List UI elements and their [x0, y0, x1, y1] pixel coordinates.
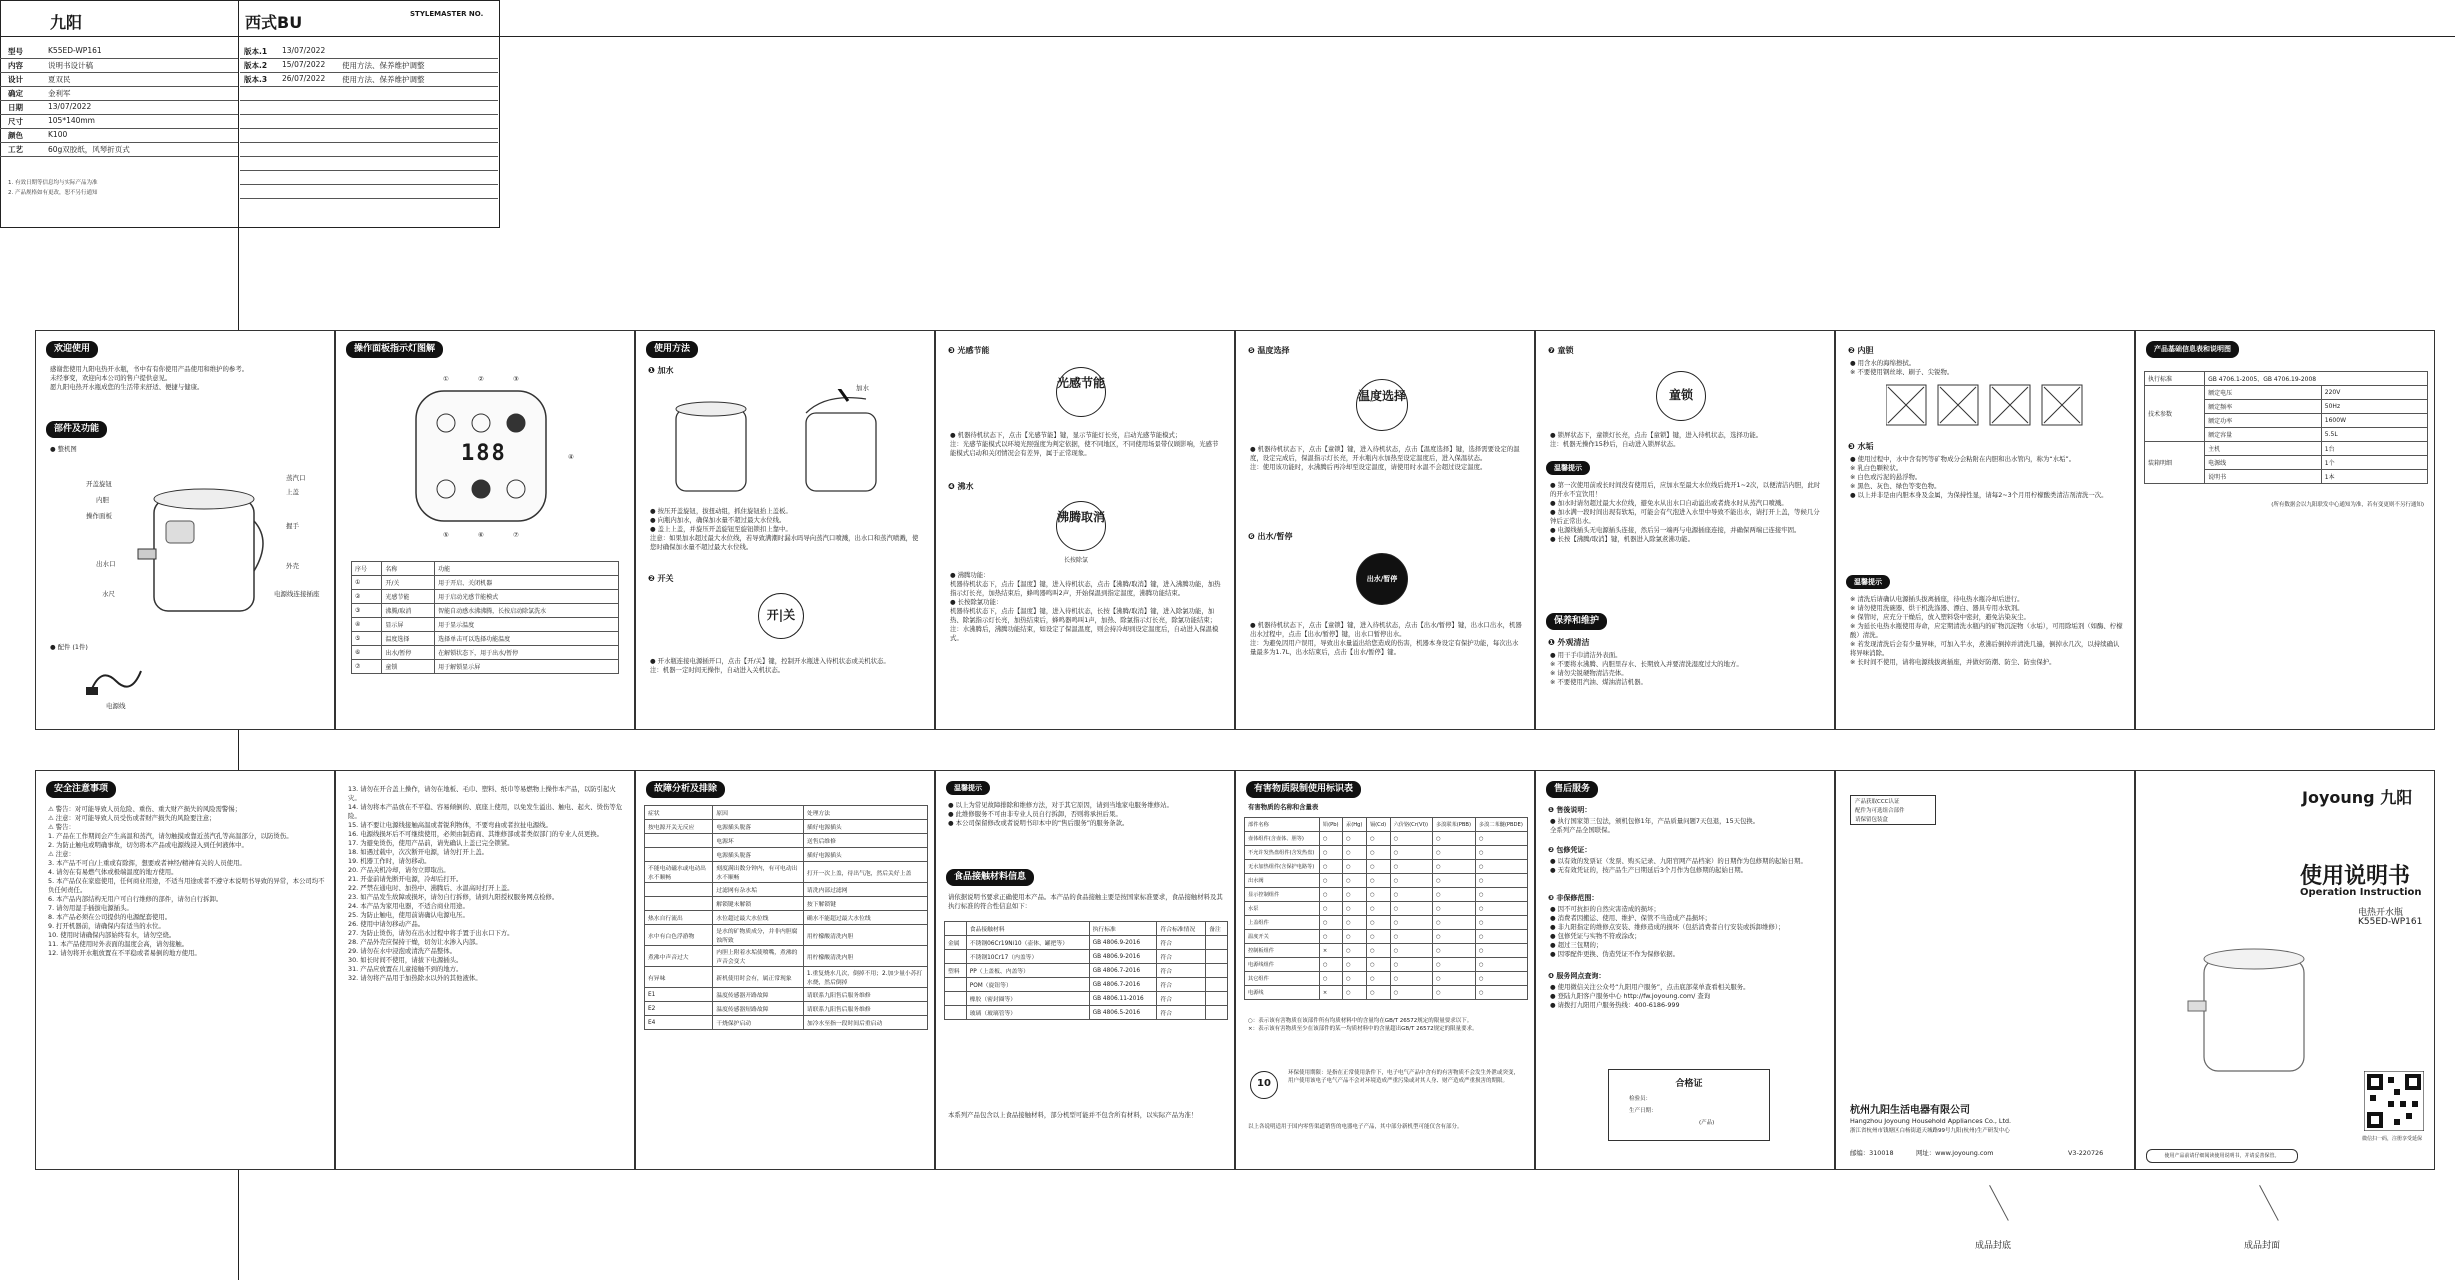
table-row: 说明书 1本 — [2145, 470, 2428, 484]
care-text: ● 用干手巾清洁外表面。 ※ 不要将水沸腾、内胆里存水、长期放入并要清洗湿度过大的地方。 ※ 请勿尖锐硬物清洁壳体。 ※ 不要使用汽油、煤油清洁机器。 — [1550, 651, 1743, 686]
eco-period-icon: 10 — [1250, 1071, 1278, 1099]
spec-blank-line — [240, 198, 498, 199]
table-row: 过滤网有杂水垢 请洗内部过滤网 — [645, 883, 928, 897]
spec-blank-line — [240, 114, 498, 115]
company-web: 网址：www.joyoung.com — [1916, 1149, 1994, 1157]
spec-blank-line — [240, 156, 498, 157]
part-label: 操作面板 — [86, 512, 112, 520]
panel-safety-continued — [335, 770, 635, 1170]
section-title: 有害物质限制使用标识表 — [1246, 781, 1361, 798]
certificate-field: 检验员： — [1629, 1096, 1652, 1102]
inner-text: ● 用含水的海绵擦拭。 — [1850, 359, 1916, 367]
panel-hazardous-substances — [1235, 770, 1535, 1170]
warm-tips-text: ● 以上为常见故障排除和维修方法，对于其它原因，请到当地家电服务维修站。 ● 此维修服务不可由非专业人员自行拆卸，否则将承担后果。 ● 本公司保留修改或者说明书印本中的“售后服务”的服务条款。 — [948, 801, 1173, 827]
table-row: 电源坏 送售后维修 — [645, 834, 928, 848]
product-info-table — [2144, 371, 2428, 484]
table-row: 额定频率 50Hz — [2145, 400, 2428, 414]
step-title: ❸ 水垢 — [1848, 442, 1874, 451]
step-title: ❷ 包修凭证： — [1548, 846, 1592, 854]
table-row: ④ 显示屏 用于显示温度 — [352, 618, 619, 632]
table-row: E2 温度传感器短路故障 请联系九阳售后服务维修 — [645, 1002, 928, 1016]
section-title: 产品基础信息表和说明图 — [2146, 341, 2239, 358]
spec-note: 1. 有效日期等信息均与实际产品为准 — [8, 180, 98, 186]
eco-period-text: 环保使用期限：是指在正常使用条件下，电子电气产品中含有的有害物质不会发生外泄或突变，用户使用该电子电气产品不会对环境造成严重污染或对其人身、财产造成严重损害的期限。 — [1288, 1070, 1520, 1084]
boil-cancel-icon: 沸腾取消 — [1056, 501, 1106, 551]
section-title: 温馨提示 — [1846, 575, 1890, 589]
panel-usage — [635, 330, 935, 730]
material-table — [944, 921, 1228, 1020]
company-zip: 邮编：310018 — [1850, 1149, 1894, 1157]
section-title: 保养和维护 — [1546, 613, 1607, 630]
table-row: 无水加热组件(含保护电路等) ○ ○ ○ ○ ○ ○ — [1245, 860, 1528, 874]
material-footnote: 本系列产品包含以上食品接触材料，部分机型可能并不包含所有材料，以实际产品为准！ — [948, 1111, 1198, 1119]
power-button-icon: 开|关 — [758, 593, 804, 639]
light-sense-text: ● 机器待机状态下，点击【光感节能】键，显示节能灯长亮，启动光感节能模式； 注：光感节能模式以环境光照强度为判定依据，使不同地区，不同使用场景带仅顾影响，光感节能模式启动和关闭情况会有差异，属于正常现象。 — [950, 431, 1219, 457]
section-title: 食品接触材料信息 — [946, 869, 1034, 886]
table-row: 不能电动磁水或电动出水不顺畅 刻度满出数分钟内，有可电动出水不顺畅 打开一次上盖，待出气泡，然后关好上盖 — [645, 862, 928, 883]
table-row: ⑤ 温度选择 选择单击可以选择功能温度 — [352, 632, 619, 646]
step-title: ❶ 售後说明： — [1548, 806, 1592, 814]
panel-back-cover — [1835, 770, 2135, 1170]
product-info-footnote: (所有数据会以九阳联发中心通知为准，若有变更则不另行通知) — [2271, 502, 2424, 508]
safety-text: ⚠ 警告：对可能导致人员危险、重伤、重大财产损失的风险需警惕； ⚠ 注意：对可能导致人员受伤或者财产损失的风险要注意； ⚠ 警告： 1. 产品在工作期间会产生高温和蒸汽，请勿触摸或靠近蒸汽孔等高温部分，以防烫伤。 2. 为防止触电或明确事故，切勿将本产品或电源线浸入到任何液体中。 ⚠ 注意： 3. 本产品不可自/上重或有除挥，想要或者神经/精神有关的人员使用。 4. 请勿在有易燃气体或极端温度的地方使用。 5. 本产品仅在家庭使用，任何商业用途，不适当用途或者不遵守本说明书导致的异常，本公司均不负任何责任。 6. 本产品内部结构无用户可自行维修的部件，请勿自行拆卸。 7. 请勿用湿手插拔电源插头。 8. 本产品必须在公司提供的电源配套使用。 9. 打开机器前，请确保内有适当的水位。 10. 使用时请确保内部始终有水，请勿空烧。 11. 本产品使用时外表面的温度会高，请勿接触。 12. 请勿将开水瓶放置在不平稳或者易倒的地方使用。 — [48, 805, 325, 957]
panel-light-sense — [935, 330, 1235, 730]
panel-troubleshooting — [635, 770, 935, 1170]
child-lock-text: ● 锁屏状态下，童锁灯长亮，点击【童锁】键，进入待机状态，选择功能。 注：机器无操作15秒后，自动进入锁屏状态。 — [1550, 431, 1763, 448]
product-name: 电热开水瓶 — [2358, 908, 2404, 918]
table-row: 壶体组件(含壶体、胆等) ○ ○ ○ ○ ○ ○ — [1245, 832, 1528, 846]
hazard-notes: ○：表示该有害物质在该部件所有均质材料中的含量均在GB/T 26572规定的限量要求以下。 ×：表示该有害物质至少在该部件的某一均质材料中的含量超出GB/T 26572规定的限量要求。 — [1248, 1018, 1478, 1032]
light-sense-icon: 光感节能 — [1056, 367, 1106, 417]
callout: ④ — [568, 453, 574, 461]
table-header: 部件名称 铅(Pb) 汞(Hg) 镉(Cd) 六价铬(Cr(VI)) 多溴联苯(PBB) 多溴二苯醚(PBDE) — [1245, 818, 1528, 832]
step-title: ❹ 沸水 — [948, 482, 974, 491]
section-title: 售后服务 — [1546, 781, 1598, 798]
cord-label: 电源线 — [106, 702, 126, 710]
step-title: ❷ 内胆 — [1848, 346, 1874, 355]
kettle-cover-drawing — [2186, 931, 2316, 1081]
callout: ⑦ — [513, 531, 519, 539]
step-title: ❼ 童锁 — [1548, 346, 1574, 355]
company-name-en: Hangzhou Joyoung Household Appliances Co., Ltd. — [1850, 1117, 2012, 1125]
table-row: 上盖组件 ○ ○ ○ ○ ○ ○ — [1245, 916, 1528, 930]
step-title: ❷ 开关 — [648, 574, 674, 583]
section-title: 故障分析及排除 — [646, 781, 725, 798]
spec-style: 西式BU — [245, 13, 303, 32]
temperature-text: ● 机器待机状态下，点击【童锁】键，进入待机状态，点击【温度选择】键，选择需要设定的温度，设定完成后，保温指示灯长亮，开水瓶内水加热至设定温度后，进入保温状态。 注：使用该功能时，水沸腾后再冷却至设定温度，请使用时水温不会超过设定温度。 — [1250, 445, 1520, 471]
table-row: 玻璃（玻璃管等） GB 4806.5-2016 符合 — [945, 1006, 1228, 1020]
table-row: 塑料 PP（上盖板、内盖等） GB 4806.7-2016 符合 — [945, 964, 1228, 978]
table-row: 金属 不锈钢06Cr19Ni10（壶体、罐把等） GB 4806.9-2016 符合 — [945, 936, 1228, 950]
fill-instructions: ● 按压开盖旋钮，拔扭动组，抓住旋钮抬上盖板。 ● 向瓶内加水，确保加水量不超过最大水位线。 ● 盖上上盖，并旋压开盖旋钮至旋钮锁扣上靠中。 注意：如果加水超过最大水位线，若导致满潮时漏水吗导向蒸汽口喷溅，出水口和蒸汽喷溅，使您时确保加水量不超过最大水位线。 — [650, 507, 919, 551]
table-row: ① 开/关 用于开启、关闭机器 — [352, 576, 619, 590]
company-address: 浙江省杭州市钱塘区白杨街道天城路99号九阳(杭州)生产研发中心 — [1850, 1128, 2010, 1134]
power-cord-drawing — [86, 661, 146, 701]
spec-blank-line — [240, 184, 498, 185]
table-row: 技术参数 额定电压 220V — [2145, 386, 2428, 400]
spec-divider — [0, 36, 2455, 37]
display-digits: 188 — [461, 441, 507, 466]
table-row: ③ 沸腾/取消 智能自动感水沸沸腾，长按启动除氯洗水 — [352, 604, 619, 618]
troubleshooting-table — [644, 805, 928, 1030]
table-row: 水泵 ○ ○ ○ ○ ○ ○ — [1245, 902, 1528, 916]
table-row: ⑥ 出水/暂停 在解锁状态下，用于出水/暂停 — [352, 646, 619, 660]
table-row: POM（旋钮等） GB 4806.7-2016 符合 — [945, 978, 1228, 992]
version-row: 版本.2 15/07/2022 使用方法、保养维护调整 — [240, 58, 498, 73]
spec-row: 颜色 K100 — [0, 128, 238, 143]
main-unit-label: ● 整机图 — [50, 445, 77, 453]
step-title: ❺ 温度选择 — [1248, 346, 1290, 355]
spec-row: 内容 说明书设计稿 — [0, 58, 238, 73]
section-title: 温馨提示 — [1546, 461, 1590, 475]
ccc-note-box: 产品获取CCC认证 配件为可选组合部件 请保留包装盒 — [1850, 795, 1936, 825]
spec-stylemaster: STYLEMASTER NO. — [410, 10, 484, 18]
certificate-title: 合格证 — [1675, 1079, 1703, 1089]
table-row: 煮沸中声音过大 内胆上附着水垢使喷嘴，煮沸的声音会变大 用柠檬酸清洗内胆 — [645, 946, 928, 967]
hazard-table — [1244, 817, 1528, 1000]
fill-label: 加水 — [856, 384, 869, 392]
qualification-certificate — [1608, 1069, 1770, 1141]
table-header: 症状 原因 处理方法 — [645, 806, 928, 820]
part-label: 开盖旋钮 — [86, 480, 112, 488]
version-row: 版本.1 13/07/2022 — [240, 44, 498, 59]
panel-temperature — [1235, 330, 1535, 730]
qr-label: 微信扫一码，注册享受延保 — [2362, 1136, 2423, 1142]
spec-row: 尺寸 105*140mm — [0, 114, 238, 129]
callout: ① — [443, 375, 449, 383]
panel-food-contact — [935, 770, 1235, 1170]
boil-sub-label: 长按除氯 — [1064, 557, 1089, 564]
hazard-subtitle: 有害物质的名称和含量表 — [1248, 803, 1319, 811]
table-row: 不允许发热盘组件(含发热盘) ○ ○ ○ ○ ○ ○ — [1245, 846, 1528, 860]
table-header: 序号 名称 功能 — [352, 562, 619, 576]
material-intro: 请依据说明书要求正确使用本产品。本产品的食品接触主要是按国家标准要求，食品接触材料及其执行标准的符合性信息如下： — [948, 893, 1223, 910]
spec-blank-line — [240, 100, 498, 101]
service-text: ● 因不可抗拒的自然灾害造成的损坏； ● 消费者因搬运、使用、维护、保管不当造成产品损坏； ● 非九阳指定的维修点安装、维修造成的损坏（包括消费者自行安装或拆卸维修）； ● 包修凭证与实物不符或涂改； ● 超过三包期的； ● 因零配件更换、伪造凭证不作为保修依据。 — [1550, 905, 1785, 958]
callout: ③ — [513, 375, 519, 383]
dispense-pause-icon: 出水/暂停 — [1356, 553, 1408, 605]
table-row: 不锈钢10Cr17（内盖等） GB 4806.9-2016 符合 — [945, 950, 1228, 964]
table-row: ② 光感节能 用于启动光感节能模式 — [352, 590, 619, 604]
cover-footer: 使用产品前请仔细阅读使用说明书，并请妥善保管。 — [2146, 1149, 2298, 1163]
panel-product-info — [2135, 330, 2435, 730]
leader-line — [2259, 1185, 2279, 1221]
spec-blank-line — [240, 170, 498, 171]
panel-front-cover — [2135, 770, 2435, 1170]
table-row: 装箱明细 主机 1台 — [2145, 442, 2428, 456]
panel-child-lock — [1535, 330, 1835, 730]
spec-brand: 九阳 — [50, 13, 83, 32]
dispense-text: ● 机器待机状态下，点击【童锁】键，进入待机状态，点击【出水/暂停】键，出水口出水，机器出水过程中，点击【出水/暂停】键，出水口暂停出水。 注：为避免因用户误用，导致出水量溢出给您造成的伤害，机器本身设定有保护功能，每次出水量最多为1.7L，出水结束后，点击【出水/暂停】键。 — [1250, 621, 1522, 656]
table-row: 水中有白色浮游物 是水的矿物质成分，并非内胆腐蚀所致 用柠檬酸清洗内胆 — [645, 925, 928, 946]
table-row: 额定容量 5.5L — [2145, 428, 2428, 442]
panel-welcome — [35, 330, 335, 730]
panel-cleaning — [1835, 330, 2135, 730]
warm-tips-text: ● 第一次使用前或长时间没有使用后，应加水至最大水位线后烧开1~2次，以便清洁内胆，此时的开水不宜饮用！ ● 加水时请勿超过最大水位线，避免水从出水口自动溢出或者烧水时从蒸汽口喷溅。 ● 加水满一段时间出现有软垢，可能会有气泡进入水里中导致不能出水，请打开上盖，等候几分钟后正常出水。 ● 电源线插头无电源插头连接，然后另一端再与电源插座连接，并确保两端已连接牢固。 ● 长按【沸腾/取消】键，机器进入除氯煮沸功能。 — [1550, 481, 1821, 543]
back-cover-caption: 成品封底 — [1975, 1241, 2012, 1251]
step-title: ❶ 外观清洁 — [1548, 638, 1590, 647]
spec-row: 工艺 60g双胶纸，风琴折页式 — [0, 142, 238, 157]
kettle-drawing — [136, 471, 276, 621]
safety-text: 13. 请勿在开合盖上操作，请勿在地板、毛巾、塑料、纸巾等易燃物上操作本产品，以防引起火灾。 14. 请勿将本产品放在不平稳、容易倾倒的、底座上使用，以免发生溢出、触电、起火、烫伤等危险。 15. 请不要让电源线接触高温或者锐利物体，不要弯曲或者拉扯电源线。 16. 电源线损坏后不可继续使用，必须由制造商、其维修部或者类似部门的专业人员更换。 17. 为避免烫伤，使用产品前，请先确认上盖已完全锁紧。 18. 如遇过载中，次次断开电源，请勿打开上盖。 19. 机器工作时，请勿移动。 20. 产品关机冷却，请勿立即取出。 21. 开壶前请先断开电源，冷却后打开。 22. 严禁在通电时、加热中、沸腾后、水温高时打开上盖。 23. 如产品发生故障或损坏，请勿自行拆修，请到九阳授权服务网点检修。 24. 本产品为家用电器，不适合商业用途。 25. 为防止触电，使用前请确认电源电压。 26. 使用中请勿移动产品。 27. 为防止烫伤，请勿在出水过程中将手置于出水口下方。 28. 产品外壳应保持干燥，切勿让水渗入内部。 29. 请勿在水中浸泡或清洗产品整体。 30. 如长时间不使用，请拔下电源插头。 31. 产品应放置在儿童接触不到的地方。 32. 请勿将产品用于加热除水以外的其他液体。 — [348, 785, 623, 982]
spec-card — [0, 0, 500, 228]
section-title: 使用方法 — [646, 341, 698, 358]
brand-logo: Joyoung 九阳 — [2302, 788, 2413, 807]
table-row: 控制板组件 × ○ ○ ○ ○ ○ — [1245, 944, 1528, 958]
step-title: ❸ 非保修范围： — [1548, 894, 1599, 902]
front-cover-caption: 成品封面 — [2244, 1241, 2281, 1251]
manual-title-en: Operation Instruction — [2300, 887, 2422, 898]
spec-blank-line — [240, 128, 498, 129]
table-row: 出水阀 ○ ○ ○ ○ ○ ○ — [1245, 874, 1528, 888]
table-row: E1 温度传感器开路故障 请联系九阳售后服务维修 — [645, 988, 928, 1002]
accessory-label: ● 配件 (1件) — [50, 643, 88, 651]
child-lock-icon: 童锁 — [1656, 371, 1706, 421]
part-label: 上盖 — [286, 488, 299, 496]
inner-text: ※ 不要使用钢丝球、刷子、尖锐物。 — [1850, 368, 1954, 376]
manual-title: 使用说明书 — [2300, 864, 2411, 889]
section-title: 部件及功能 — [46, 421, 107, 438]
product-model: K55ED-WP161 — [2358, 917, 2423, 927]
table-row: 温度开关 ○ ○ ○ ○ ○ ○ — [1245, 930, 1528, 944]
service-text: ● 执行国家第三包法，颁机包修1年，产品质量问题7天包退，15天包换。 全系列产品全国联保。 — [1550, 817, 1760, 834]
boil-text: ● 沸腾功能： 机器待机状态下，点击【温度】键，进入待机状态，点击【沸腾/取消】键，进入沸腾功能，加热指示灯长亮，加热结束后，蜂鸣器鸣叫2声，开始保温到指定温度，沸腾功能结束。 ● 长按除氯功能： 机器待机状态下，点击【温度】键，进入待机状态，长按【沸腾/取消】键，进入除氯功能，加热、除氯指示灯长亮，加热结束后，蜂鸣器鸣叫1声，加热、除氯指示灯长亮，除氯功能结束； 注：水沸腾后，沸腾功能结束，如设定了保温温度，则会持冷却到设定温度后，自动进入保温模式。 — [950, 571, 1221, 642]
recycle-text: 以上各说明适用于国内零售渠道销售的电器电子产品，其中部分新机型可能仅含有部分。 — [1248, 1124, 1463, 1130]
tips-text: ※ 清洗后请确认电源插头拔离插座，待电热水瓶冷却后进行。 ※ 请勿使用洗碗器、烘干机洗涤器、漂白、器具专用水软剂。 ※ 保管时，应充分干燥后，放入塑料袋中密封，避免沾染灰尘。 ※ 为延长电热水瓶使用寿命，应定期清洗水瓶内的矿物沉淀物（水垢），可用除垢剂（如酶、柠檬酸）清洗。 ※ 若发现清洗后会有少量异味，可加入半水，煮沸后倒掉并清洗几遍，倒掉水几次，以持续确认将异味消除。 ※ 长时间不使用，请将电源线拔离插座，并做好防潮、防尘、防虫保护。 — [1850, 595, 2123, 666]
table-row: 其它组件 ○ ○ ○ ○ ○ ○ — [1245, 972, 1528, 986]
part-label: 内胆 — [96, 496, 109, 504]
section-title: 温馨提示 — [946, 781, 990, 795]
part-label: 蒸汽口 — [286, 474, 306, 482]
part-label: 电源线连接插座 — [274, 590, 320, 598]
table-row: 按电源开关无反应 电源插头脱落 插好电源插头 — [645, 820, 928, 834]
callout: ② — [478, 375, 484, 383]
panel-function-table — [351, 561, 619, 674]
table-row: 电源线 1个 — [2145, 456, 2428, 470]
step-title: ❶ 加水 — [648, 366, 674, 375]
table-row: 显示控制组件 ○ ○ ○ ○ ○ ○ — [1245, 888, 1528, 902]
table-header: 食品接触材料 执行标准 符合标准情况 备注 — [945, 922, 1228, 936]
step-title: ❸ 光感节能 — [948, 346, 990, 355]
step-title: ❻ 出水/暂停 — [1248, 532, 1293, 541]
certificate-field: 生产日期： — [1629, 1108, 1657, 1114]
part-label: 出水口 — [96, 560, 116, 568]
temperature-select-icon: 温度选择 — [1356, 379, 1408, 431]
table-row: 电源线组件 ○ ○ ○ ○ ○ ○ — [1245, 958, 1528, 972]
section-title: 安全注意事项 — [46, 781, 116, 798]
table-row: 橡胶（密封圈等） GB 4806.11-2016 符合 — [945, 992, 1228, 1006]
table-row: 电源插头脱落 插好电源插头 — [645, 848, 928, 862]
panel-safety — [35, 770, 335, 1170]
part-label: 水尺 — [102, 590, 115, 598]
table-row: 有异味 新机使用时会有，属正常现象 1.重复烧水几次，倒掉不用；2.加少量小苏打水烧，然后倒掉 — [645, 967, 928, 988]
spec-row: 日期 13/07/2022 — [0, 100, 238, 115]
qr-code — [2364, 1071, 2424, 1131]
print-code: V3-220726 — [2068, 1149, 2104, 1157]
step-title: ❹ 服务网点查询： — [1548, 972, 1606, 980]
company-name: 杭州九阳生活电器有限公司 — [1850, 1105, 1970, 1116]
panel-control-panel — [335, 330, 635, 730]
version-row: 版本.3 26/07/2022 使用方法、保养维护调整 — [240, 72, 498, 87]
panel-after-sales — [1535, 770, 1835, 1170]
power-instructions: ● 开水瓶连接电源插开口，点击【开/关】键，控制开水瓶进入待机状态或关机状态。 注：机器一定时间无操作，自动进入关机状态。 — [650, 657, 890, 674]
table-row: 执行标准 GB 4706.1-2005、GB 4706.19-2008 — [2145, 372, 2428, 386]
fill-water-drawing — [666, 389, 906, 499]
service-text: ● 以有效的发票证（发票、购买记录、九阳官网产品档案）的日期作为包修期的起始日期。 ● 无有效凭证的，按产品生产日期延后3个月作为包修期的起始日期。 — [1550, 857, 1807, 874]
spec-row: 设计 夏双民 — [0, 72, 238, 87]
spec-note: 2. 产品规格如有更改，恕不另行通知 — [8, 190, 98, 196]
table-row: ⑦ 童锁 用于解锁显示屏 — [352, 660, 619, 674]
no-tools-icons — [1886, 383, 2086, 431]
section-title: 欢迎使用 — [46, 341, 98, 358]
certificate-field: (产品) — [1699, 1120, 1715, 1126]
leader-line — [1989, 1185, 2009, 1221]
section-title: 操作面板指示灯图解 — [346, 341, 443, 358]
callout: ⑥ — [478, 531, 484, 539]
table-row: 热水自行流出 水位超过最大水位线 确水不能超过最大水位线 — [645, 911, 928, 925]
table-row: 解锁键未解锁 按下解锁键 — [645, 897, 928, 911]
spec-blank-line — [240, 142, 498, 143]
service-text: ● 使用微信关注公众号“九阳用户服务”，点击底部菜单查看相关服务。 ● 登陆九阳客户服务中心 http://fw.joyoung.com/ 查询 ● 请拨打九阳用户服务热线：400-6186-999 — [1550, 983, 1750, 1009]
part-label: 外壳 — [286, 562, 299, 570]
welcome-text: 感谢您使用九阳电热开水瓶，书中有有你使用产品使用和维护的参考。 未经事变，欢迎向本公司的售户提供意见。 愿九阳电热开水瓶成您的生活带来舒适、便捷与健康。 — [50, 365, 249, 391]
spec-row: 确定 金利军 — [0, 86, 238, 101]
table-row: 电源线 × ○ ○ ○ ○ ○ — [1245, 986, 1528, 1000]
table-row: E4 干烧保护启动 加冷水至指一段时间后重启动 — [645, 1016, 928, 1030]
scale-text: ● 使用过程中，水中含有钙等矿物成分会粘附在内胆和出水管内，称为“水垢”。 ※ 乳白色颗粒状。 ※ 白色或污泥的悬浮物。 ※ 黑色、灰色、绿色等变色物。 ● 以上并非是由内胆本身及金属，为保持性显，请每2~3个月用柠檬酸类清洁剂清洗一次。 — [1850, 455, 2108, 499]
callout: ⑤ — [443, 531, 449, 539]
table-row: 额定功率 1600W — [2145, 414, 2428, 428]
part-label: 握手 — [286, 522, 299, 530]
spec-row: 型号 K55ED-WP161 — [0, 44, 238, 59]
